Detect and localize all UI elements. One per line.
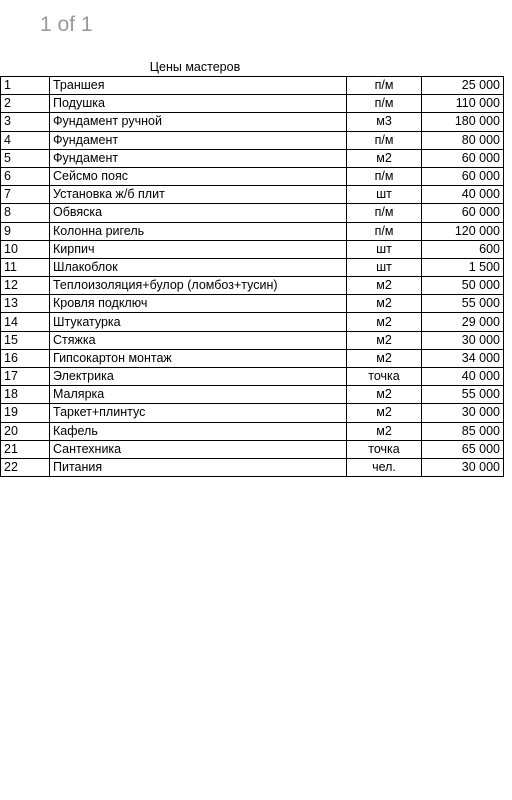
table-row xyxy=(1,186,504,204)
price-cell: 600 xyxy=(422,240,504,258)
row-number-cell: 8 xyxy=(1,204,50,222)
price-cell: 40 000 xyxy=(422,368,504,386)
table-row xyxy=(1,149,504,167)
work-name-cell: Сейсмо пояс xyxy=(50,167,347,185)
price-cell: 85 000 xyxy=(422,422,504,440)
row-number-cell: 3 xyxy=(1,113,50,131)
price-cell: 50 000 xyxy=(422,277,504,295)
row-number-cell: 10 xyxy=(1,240,50,258)
table-row xyxy=(1,240,504,258)
price-cell: 65 000 xyxy=(422,440,504,458)
unit-cell: п/м xyxy=(347,77,422,95)
work-name-cell: Траншея xyxy=(50,77,347,95)
unit-cell: м2 xyxy=(347,349,422,367)
row-number-cell: 16 xyxy=(1,349,50,367)
row-number-cell: 6 xyxy=(1,167,50,185)
unit-cell: м2 xyxy=(347,386,422,404)
table-row xyxy=(1,131,504,149)
row-number-cell: 14 xyxy=(1,313,50,331)
price-cell: 34 000 xyxy=(422,349,504,367)
row-number-cell: 7 xyxy=(1,186,50,204)
work-name-cell: Колонна ригель xyxy=(50,222,347,240)
work-name-cell: Теплоизоляция+булор (ломбоз+тусин) xyxy=(50,277,347,295)
work-name-cell: Стяжка xyxy=(50,331,347,349)
table-row xyxy=(1,349,504,367)
table-row xyxy=(1,386,504,404)
unit-cell: чел. xyxy=(347,458,422,476)
price-table xyxy=(0,76,504,477)
page-indicator: 1 of 1 xyxy=(40,13,93,36)
row-number-cell: 21 xyxy=(1,440,50,458)
table-row xyxy=(1,458,504,476)
table-row xyxy=(1,113,504,131)
price-cell: 60 000 xyxy=(422,149,504,167)
unit-cell: шт xyxy=(347,240,422,258)
row-number-cell: 19 xyxy=(1,404,50,422)
unit-cell: шт xyxy=(347,258,422,276)
price-cell: 60 000 xyxy=(422,167,504,185)
row-number-cell: 18 xyxy=(1,386,50,404)
work-name-cell: Установка ж/б плит xyxy=(50,186,347,204)
row-number-cell: 15 xyxy=(1,331,50,349)
unit-cell: шт xyxy=(347,186,422,204)
price-cell: 29 000 xyxy=(422,313,504,331)
work-name-cell: Таркет+плинтус xyxy=(50,404,347,422)
price-cell: 55 000 xyxy=(422,386,504,404)
table-row xyxy=(1,77,504,95)
unit-cell: м3 xyxy=(347,113,422,131)
work-name-cell: Шлакоблок xyxy=(50,258,347,276)
table-row xyxy=(1,422,504,440)
row-number-cell: 17 xyxy=(1,368,50,386)
work-name-cell: Штукатурка xyxy=(50,313,347,331)
row-number-cell: 20 xyxy=(1,422,50,440)
unit-cell: п/м xyxy=(347,167,422,185)
row-number-cell: 4 xyxy=(1,131,50,149)
row-number-cell: 9 xyxy=(1,222,50,240)
price-cell: 25 000 xyxy=(422,77,504,95)
work-name-cell: Обвяска xyxy=(50,204,347,222)
unit-cell: п/м xyxy=(347,222,422,240)
work-name-cell: Фундамент xyxy=(50,131,347,149)
unit-cell: м2 xyxy=(347,422,422,440)
work-name-cell: Гипсокартон монтаж xyxy=(50,349,347,367)
unit-cell: м2 xyxy=(347,313,422,331)
work-name-cell: Подушка xyxy=(50,95,347,113)
price-table-body xyxy=(1,77,504,477)
table-title: Цены мастеров xyxy=(149,60,241,74)
unit-cell: м2 xyxy=(347,277,422,295)
table-row xyxy=(1,368,504,386)
table-row xyxy=(1,313,504,331)
work-name-cell: Кровля подключ xyxy=(50,295,347,313)
price-cell: 80 000 xyxy=(422,131,504,149)
unit-cell: м2 xyxy=(347,149,422,167)
table-row xyxy=(1,204,504,222)
unit-cell: м2 xyxy=(347,331,422,349)
price-cell: 1 500 xyxy=(422,258,504,276)
price-cell: 30 000 xyxy=(422,331,504,349)
work-name-cell: Кирпич xyxy=(50,240,347,258)
price-cell: 60 000 xyxy=(422,204,504,222)
unit-cell: точка xyxy=(347,440,422,458)
work-name-cell: Фундамент ручной xyxy=(50,113,347,131)
row-number-cell: 13 xyxy=(1,295,50,313)
table-row xyxy=(1,258,504,276)
row-number-cell: 12 xyxy=(1,277,50,295)
unit-cell: п/м xyxy=(347,204,422,222)
price-cell: 40 000 xyxy=(422,186,504,204)
row-number-cell: 5 xyxy=(1,149,50,167)
work-name-cell: Питания xyxy=(50,458,347,476)
table-row xyxy=(1,222,504,240)
work-name-cell: Сантехника xyxy=(50,440,347,458)
unit-cell: м2 xyxy=(347,404,422,422)
table-row xyxy=(1,167,504,185)
table-row xyxy=(1,331,504,349)
work-name-cell: Фундамент xyxy=(50,149,347,167)
table-row xyxy=(1,295,504,313)
unit-cell: п/м xyxy=(347,95,422,113)
table-row xyxy=(1,95,504,113)
price-cell: 30 000 xyxy=(422,458,504,476)
unit-cell: точка xyxy=(347,368,422,386)
row-number-cell: 2 xyxy=(1,95,50,113)
price-cell: 55 000 xyxy=(422,295,504,313)
row-number-cell: 11 xyxy=(1,258,50,276)
price-cell: 30 000 xyxy=(422,404,504,422)
row-number-cell: 22 xyxy=(1,458,50,476)
table-row xyxy=(1,404,504,422)
work-name-cell: Кафель xyxy=(50,422,347,440)
unit-cell: м2 xyxy=(347,295,422,313)
table-row xyxy=(1,440,504,458)
price-cell: 120 000 xyxy=(422,222,504,240)
price-cell: 180 000 xyxy=(422,113,504,131)
unit-cell: п/м xyxy=(347,131,422,149)
table-row xyxy=(1,277,504,295)
price-cell: 110 000 xyxy=(422,95,504,113)
work-name-cell: Малярка xyxy=(50,386,347,404)
work-name-cell: Электрика xyxy=(50,368,347,386)
row-number-cell: 1 xyxy=(1,77,50,95)
